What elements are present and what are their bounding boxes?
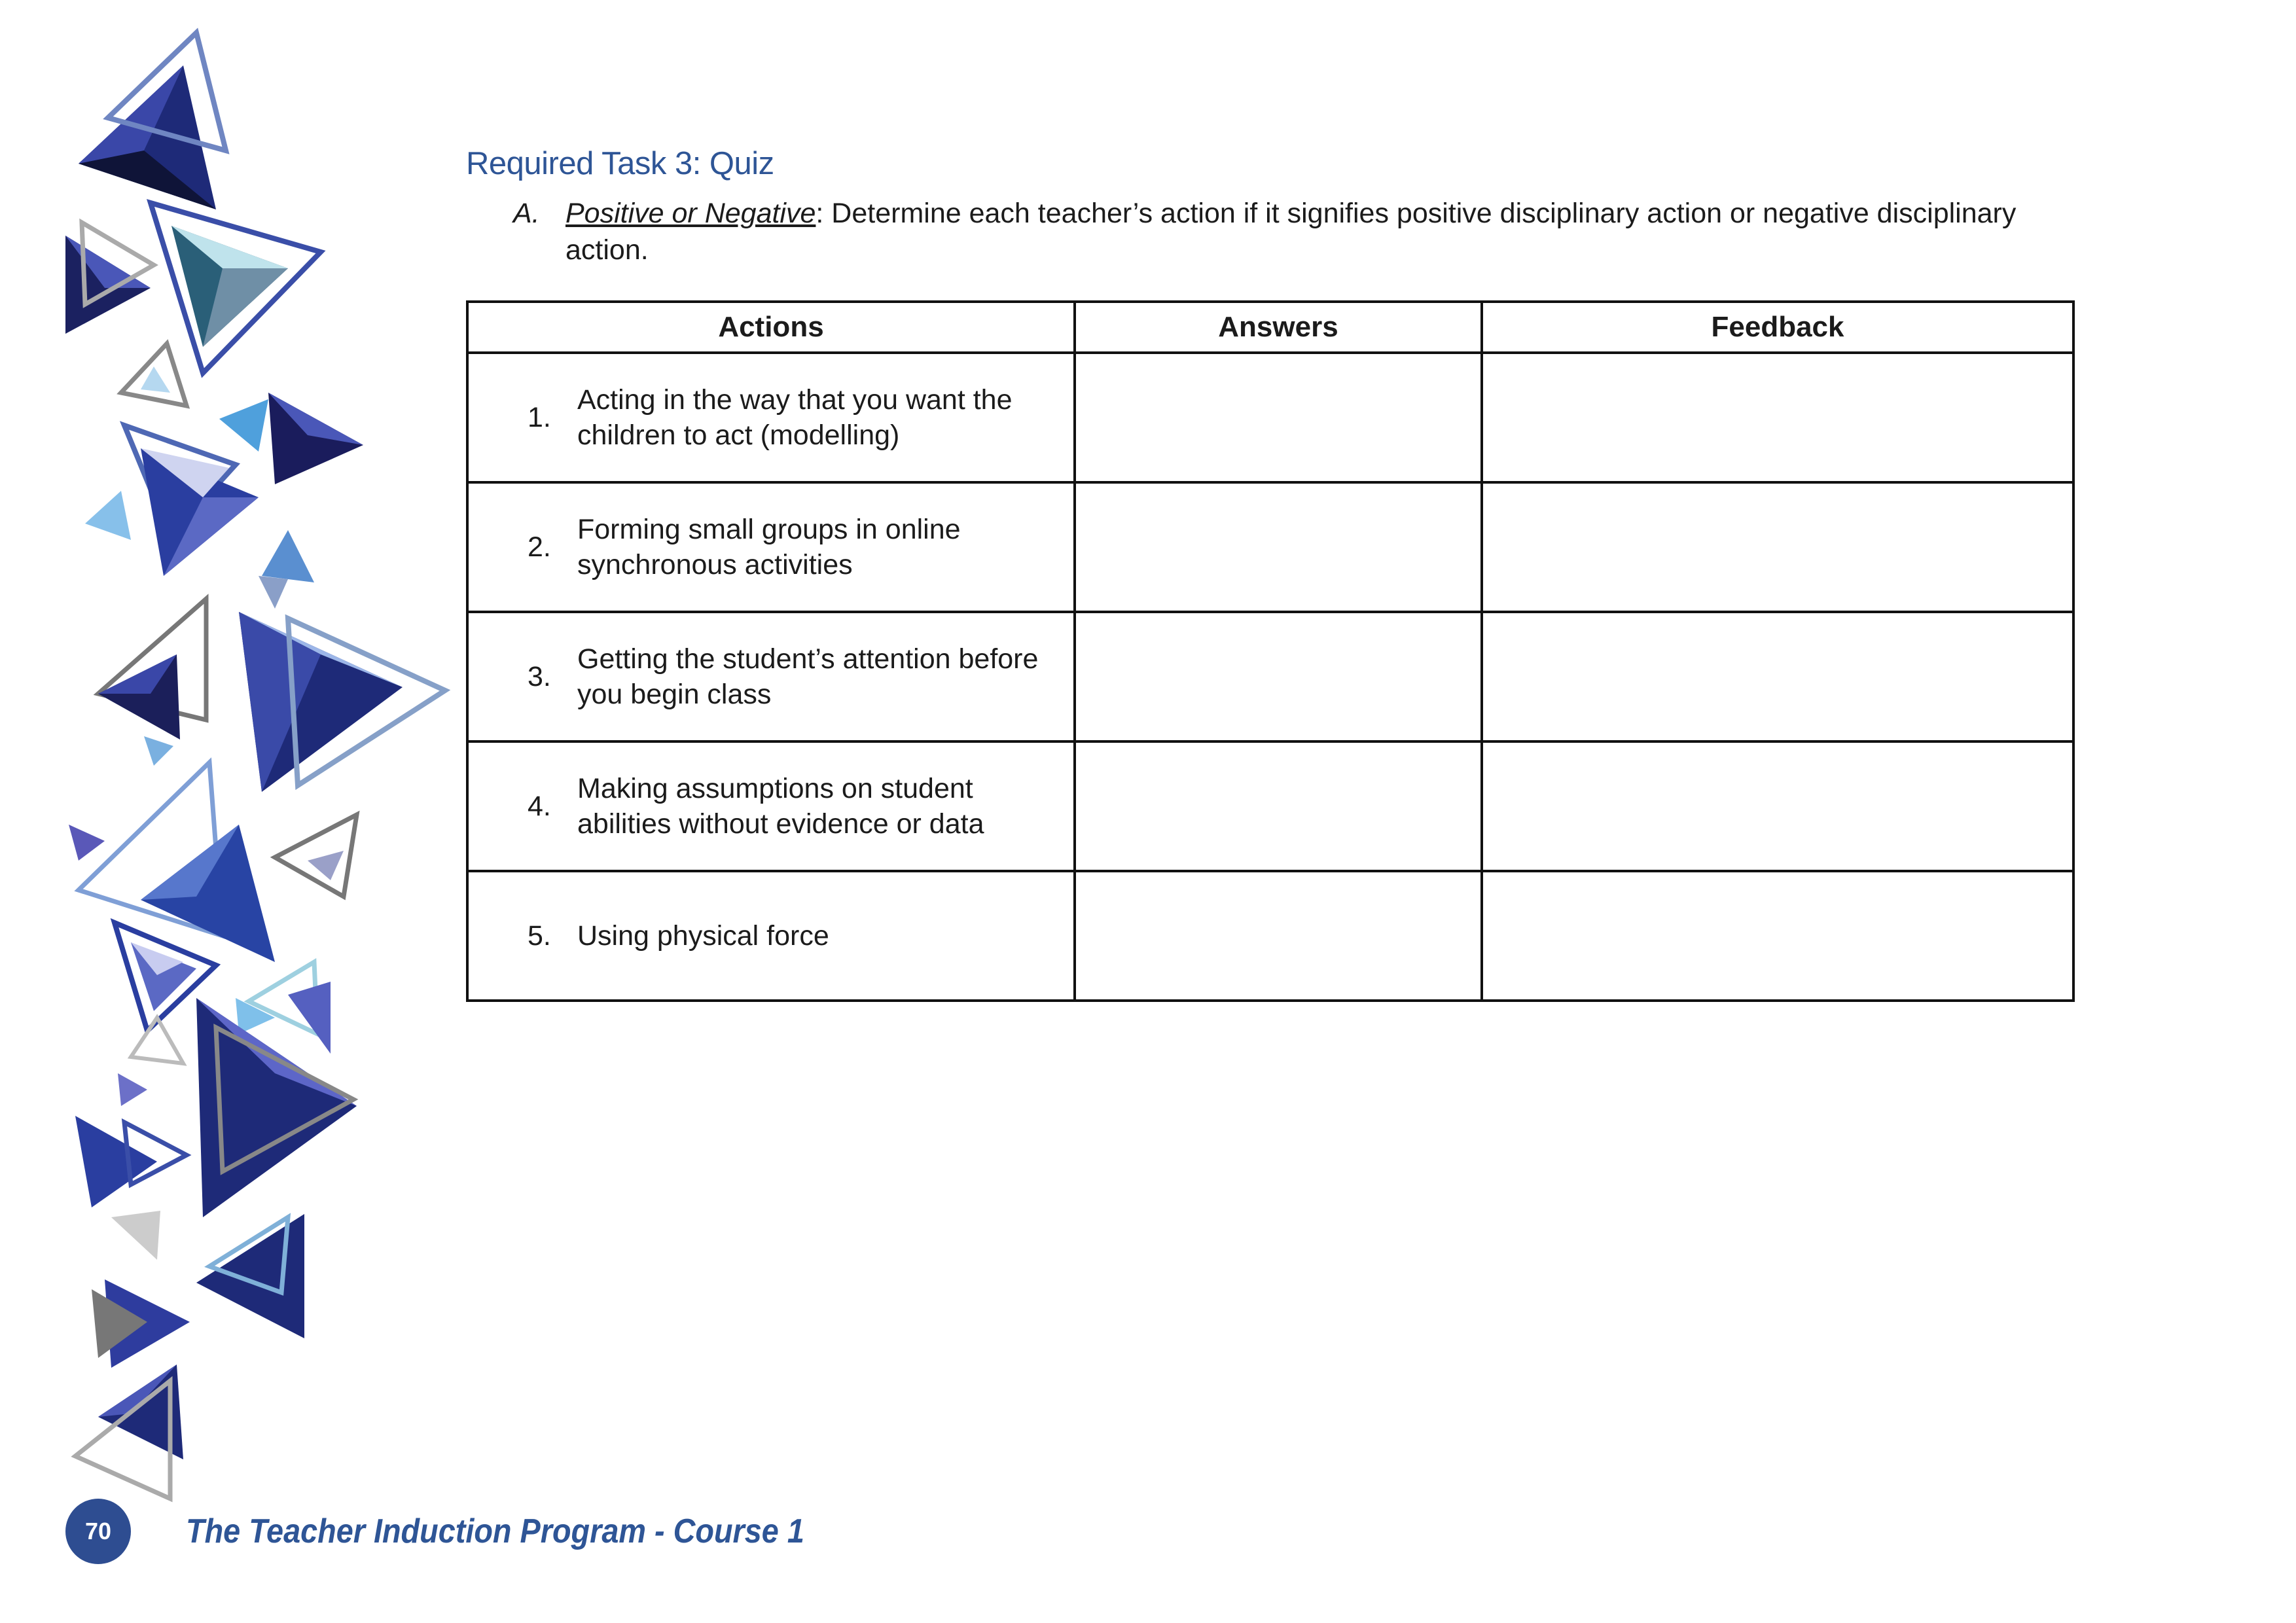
feedback-cell[interactable]	[1482, 871, 2073, 1001]
instruction-lead: Positive or Negative	[565, 198, 816, 229]
table-header-row	[467, 302, 2073, 353]
table-row	[467, 353, 2073, 482]
instruction-letter: A.	[513, 198, 540, 229]
action-text: Forming small groups in online synchronous activities	[577, 514, 961, 580]
section-title: Required Task 3: Quiz	[466, 146, 774, 181]
action-text: Making assumptions on student abilities without evidence or data	[577, 773, 984, 840]
action-number: 5.	[528, 920, 551, 952]
quiz-instruction	[513, 195, 2084, 268]
header-actions: Actions	[467, 302, 1075, 353]
instruction-text: : Determine each teacher’s action if it signifies positive disciplinary action or negative disciplinary action.	[565, 198, 2017, 266]
header-feedback: Feedback	[1482, 302, 2073, 353]
answer-cell[interactable]	[1075, 612, 1482, 741]
page-number-badge: 70	[65, 1499, 131, 1564]
header-answers: Answers	[1075, 302, 1482, 353]
action-text: Getting the student’s attention before you begin class	[577, 643, 1039, 710]
answer-cell[interactable]	[1075, 482, 1482, 612]
feedback-cell[interactable]	[1482, 482, 2073, 612]
action-cell	[467, 871, 1075, 1001]
action-number: 1.	[528, 402, 551, 433]
table-row	[467, 871, 2073, 1001]
table-row	[467, 741, 2073, 871]
action-cell	[467, 482, 1075, 612]
feedback-cell[interactable]	[1482, 741, 2073, 871]
action-text: Using physical force	[577, 920, 829, 952]
answer-cell[interactable]	[1075, 871, 1482, 1001]
answer-cell[interactable]	[1075, 353, 1482, 482]
feedback-cell[interactable]	[1482, 353, 2073, 482]
table-row	[467, 482, 2073, 612]
instruction-body	[565, 195, 2084, 268]
action-cell	[467, 353, 1075, 482]
footer-title: The Teacher Induction Program - Course 1	[186, 1512, 804, 1550]
action-cell	[467, 741, 1075, 871]
quiz-table	[466, 300, 2075, 1002]
action-number: 2.	[528, 531, 551, 563]
table-row	[467, 612, 2073, 741]
decorative-triangles	[0, 0, 458, 1623]
action-cell	[467, 612, 1075, 741]
feedback-cell[interactable]	[1482, 612, 2073, 741]
answer-cell[interactable]	[1075, 741, 1482, 871]
action-number: 3.	[528, 661, 551, 692]
action-number: 4.	[528, 791, 551, 822]
action-text: Acting in the way that you want the children to act (modelling)	[577, 384, 1013, 451]
